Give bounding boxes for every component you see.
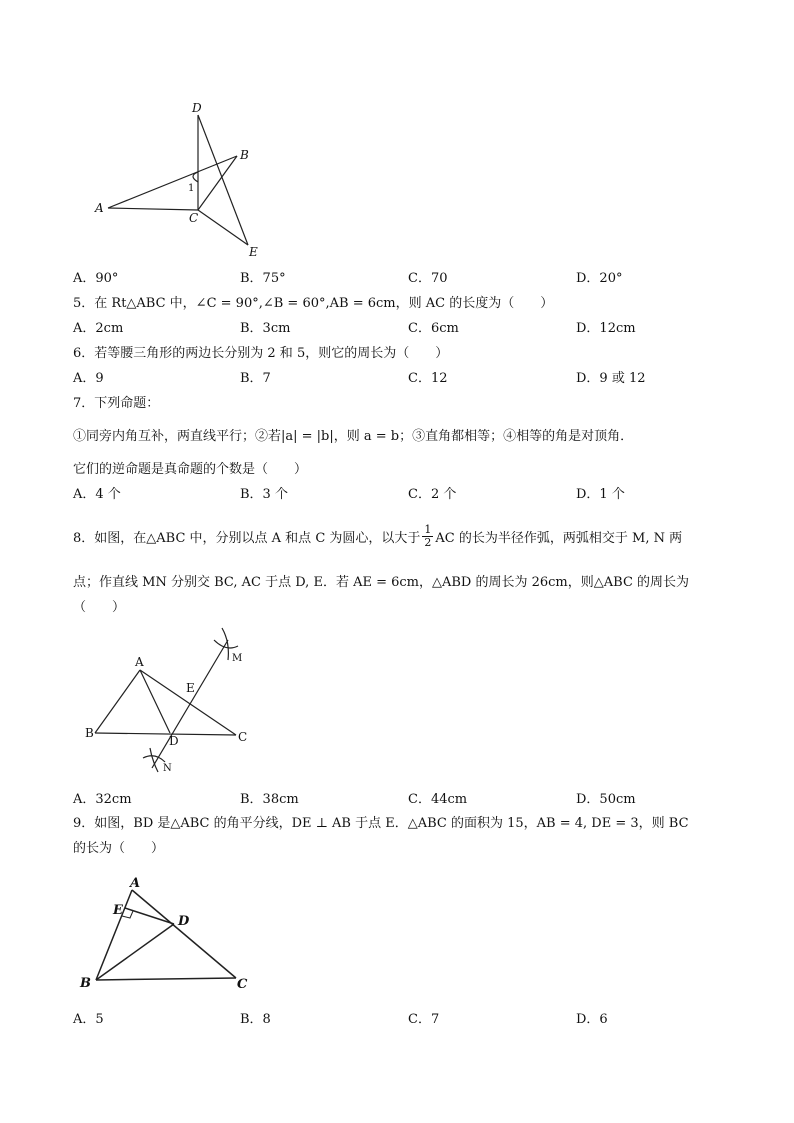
q5-text: 5．在 Rt△ABC 中，∠C = 90°,∠B = 60°,AB = 6cm，则 AC 的长度为（ ） [73,296,554,311]
option-a[interactable]: A．2cm [73,321,124,336]
label-B: B [240,148,249,162]
arc-N-1 [143,756,165,762]
fraction-half [422,524,433,549]
option-b[interactable]: B．7 [240,371,271,386]
label-N: N [163,763,172,774]
label-E: E [249,245,258,259]
q8-options [73,788,713,806]
option-b[interactable]: B．3 个 [240,487,288,502]
option-b[interactable]: B．75° [240,271,286,286]
option-c[interactable]: C．6cm [408,321,459,336]
option-d[interactable]: D．1 个 [576,487,625,502]
segment-BC [96,978,236,980]
q4-options [73,267,713,285]
q8-figure [80,620,260,780]
label-E: E [113,903,123,918]
fraction-numerator: 1 [424,523,432,536]
q9-line2: 的长为（ ） [73,841,165,856]
q9-options [73,1008,713,1026]
option-c[interactable]: C．2 个 [408,487,457,502]
segment-CE [198,210,248,245]
option-a[interactable]: A．5 [73,1012,104,1027]
option-d[interactable]: D．50cm [576,792,636,807]
option-a[interactable]: A．90° [73,271,119,286]
segment-AC [132,890,236,978]
q5-options [73,317,713,335]
option-a[interactable]: A．4 个 [73,487,121,502]
option-b[interactable]: B．3cm [240,321,291,336]
line-MN [152,640,228,768]
q7-options [73,483,713,501]
label-M: M [232,653,243,664]
option-d[interactable]: D．6 [576,1012,608,1027]
label-C: C [238,730,248,744]
label-C: C [237,977,248,992]
q8-line1-a: 8．如图，在△ABC 中，分别以点 A 和点 C 为圆心，以大于 [73,531,421,546]
option-d[interactable]: D．20° [576,271,623,286]
q8-line1-b: AC 的长为半径作弧，两弧相交于 M, N 两 [435,531,683,546]
label-D: D [192,101,202,115]
option-c[interactable]: C．70 [408,271,448,286]
segment-DE [125,908,174,924]
option-d[interactable]: D．9 或 12 [576,371,646,386]
option-c[interactable]: C．7 [408,1012,440,1027]
segment-AC [140,670,236,735]
label-D: D [178,914,190,929]
option-b[interactable]: B．38cm [240,792,299,807]
option-c[interactable]: C．12 [408,371,448,386]
q8-line1 [73,523,683,551]
label-B: B [85,726,94,740]
q9-line1: 9．如图，BD 是△ABC 的角平分线，DE ⊥ AB 于点 E．△ABC 的面积为 15，AB = 4, DE = 3，则 BC [73,816,689,831]
q7-text: 7．下列命题： [73,396,160,411]
fraction-denominator: 2 [424,536,432,549]
q8-line2: 点；作直线 MN 分别交 BC, AC 于点 D, E．若 AE = 6cm，△ABD 的周长为 26cm，则△ABC 的周长为 [73,575,690,590]
option-d[interactable]: D．12cm [576,321,636,336]
q7-statements: ①同旁内角互补，两直线平行；②若|a| = |b|，则 a = b；③直角都相等；④相等的角是对顶角． [73,429,634,444]
segment-BC [95,733,236,735]
q6-options [73,367,713,385]
option-a[interactable]: A．9 [73,371,104,386]
label-D: D [169,734,179,748]
label-E: E [186,681,195,695]
segment-AC [108,208,198,210]
q6-text: 6．若等腰三角形的两边长分别为 2 和 5，则它的周长为（ ） [73,346,449,361]
q7-ask: 它们的逆命题是真命题的个数是（ ） [73,462,308,477]
option-b[interactable]: B．8 [240,1012,271,1027]
label-A: A [130,876,141,891]
label-angle-1: 1 [188,183,195,194]
q8-line3: （ ） [73,600,126,615]
label-C: C [189,211,199,225]
segment-AB [95,670,140,733]
q9-figure [75,870,265,995]
label-A: A [95,201,104,215]
option-c[interactable]: C．44cm [408,792,468,807]
label-B: B [80,976,91,991]
label-A: A [135,655,144,669]
q4-figure [85,95,275,265]
option-a[interactable]: A．32cm [73,792,132,807]
segment-DE [198,115,248,245]
